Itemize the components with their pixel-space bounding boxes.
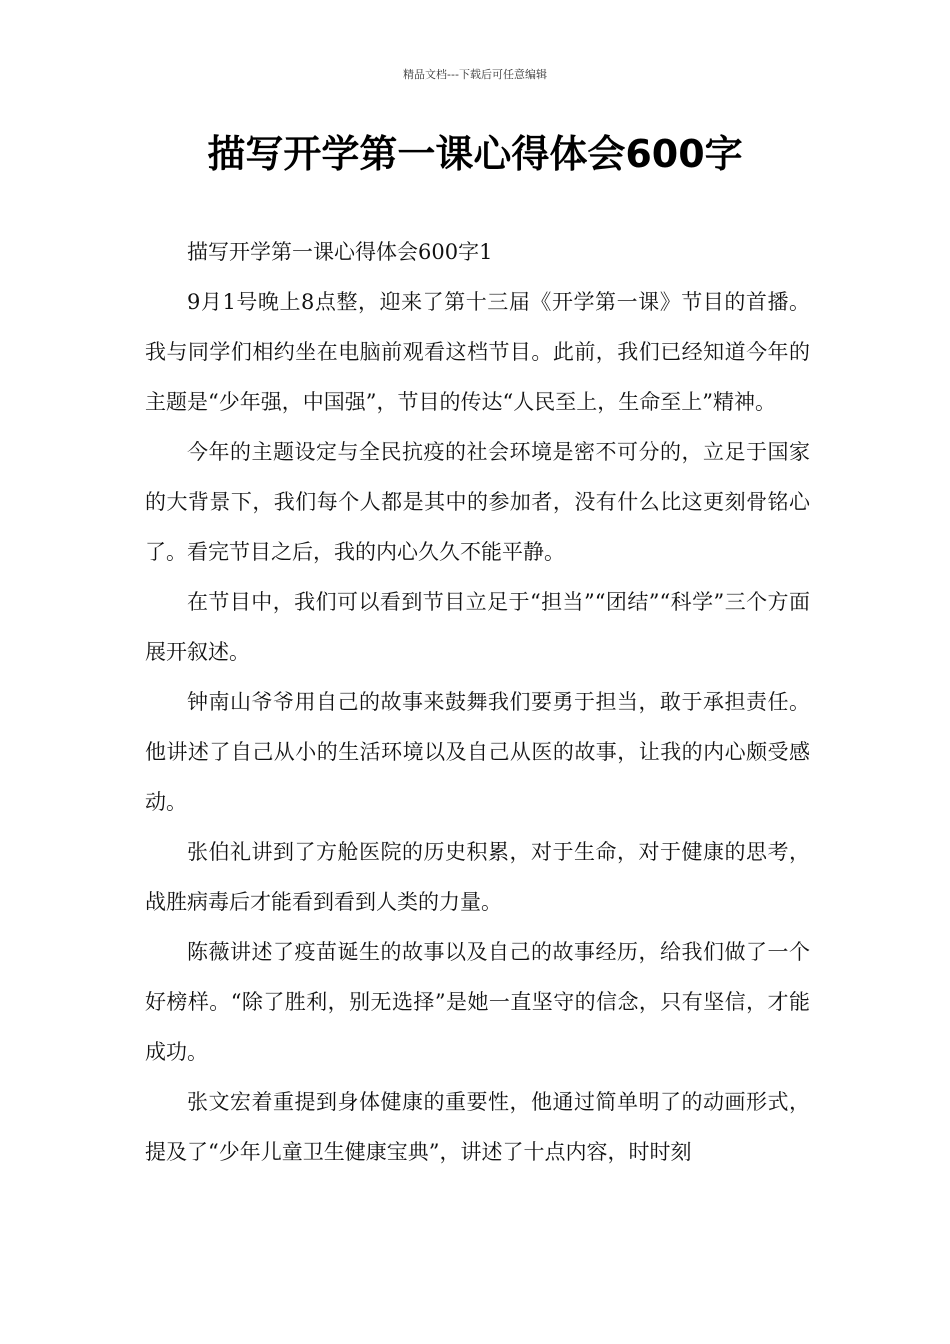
document-title: 描写开学第一课心得体会600字 (207, 132, 743, 176)
paragraph: 今年的主题设定与全民抗疫的社会环境是密不可分的，立足于国家的大背景下，我们每个人都是其中的参加者，没有什么比这更刻骨铭心了。看完节目之后，我的内心久久不能平静。 (145, 440, 810, 564)
paragraph: 在节目中，我们可以看到节目立足于“担当”“团结”“科学”三个方面展开叙述。 (145, 590, 810, 664)
paragraph: 张伯礼讲到了方舱医院的历史积累，对于生命，对于健康的思考，战胜病毒后才能看到看到人类的力量。 (145, 840, 810, 914)
paragraph: 张文宏着重提到身体健康的重要性，他通过简单明了的动画形式，提及了“少年儿童卫生健康宝典”，讲述了十点内容，时时刻 (145, 1090, 810, 1164)
paragraph: 陈薇讲述了疫苗诞生的故事以及自己的故事经历，给我们做了一个好榜样。“除了胜利，别无选择”是她一直坚守的信念，只有坚信，才能成功。 (145, 940, 810, 1064)
paragraph: 9月1号晚上8点整，迎来了第十三届《开学第一课》节目的首播。我与同学们相约坐在电脑前观看这档节目。此前，我们已经知道今年的主题是“少年强，中国强”，节目的传达“人民至上，生命至上”精神。 (145, 290, 810, 414)
paragraph-heading: 描写开学第一课心得体会600字1 (187, 240, 493, 264)
header-note: 精品文档---下载后可任意编辑 (403, 68, 547, 81)
document-body (145, 227, 810, 1177)
paragraph: 钟南山爷爷用自己的故事来鼓舞我们要勇于担当，敢于承担责任。他讲述了自己从小的生活环境以及自己从医的故事，让我的内心颇受感动。 (145, 690, 810, 814)
